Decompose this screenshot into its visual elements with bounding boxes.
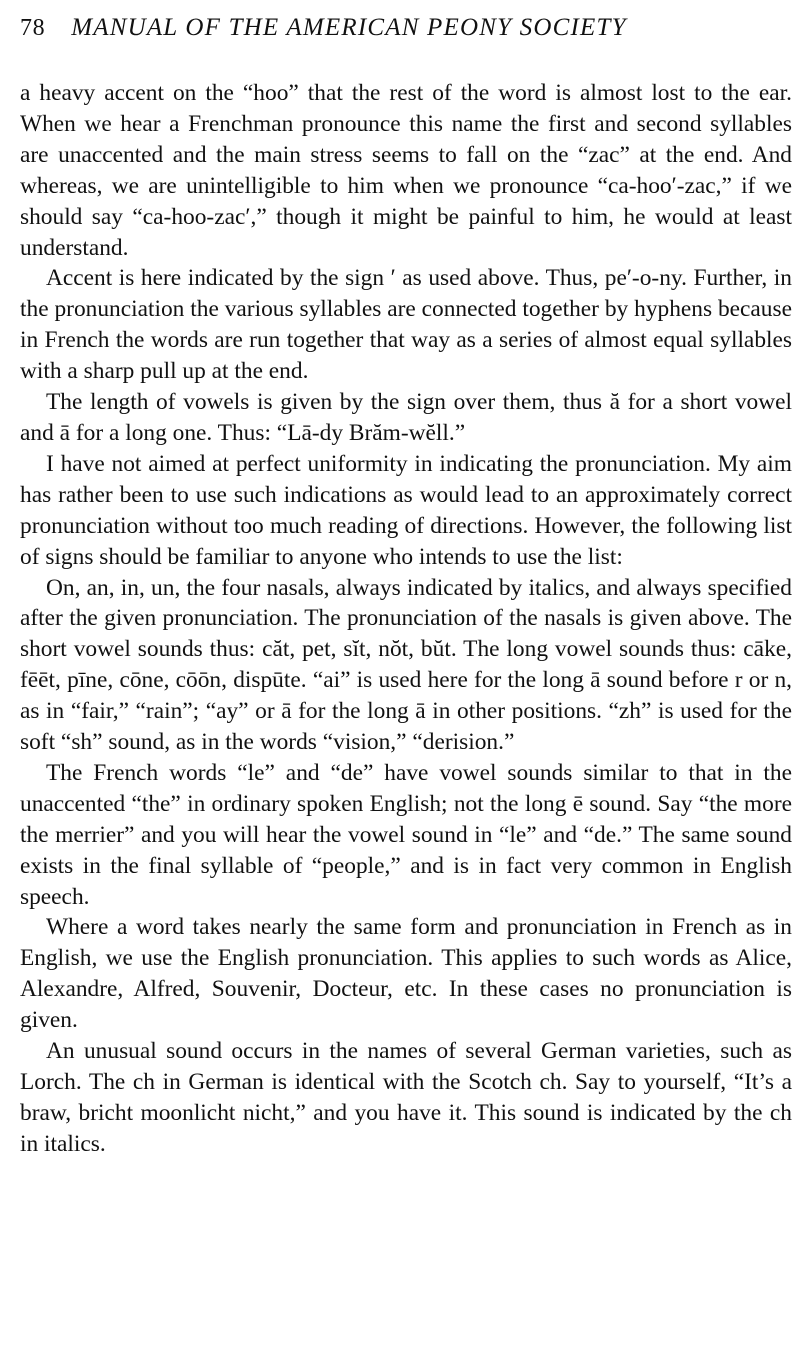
running-header xyxy=(20,6,792,50)
running-title: MANUAL OF THE AMERICAN PEONY SOCIETY xyxy=(71,14,627,41)
paragraph-accent-sign: Accent is here indicated by the sign ′ as used above. Thus, pe′-o-ny. Further, in the pronunciation the various syllables are connected together by hyphens because in French the words are run together that way as a series of almost equal syllables with a sharp pull up at the end. xyxy=(20,265,792,385)
paragraph-le-de: The French words “le” and “de” have vowel sounds similar to that in the unaccented “the” in ordinary spoken English; not the long ē sound. Say “the more the merrier” and you will hear the vowel sound in “le” and “de.” The same sound exists in the final syllable of “people,” and is in fact very common in English speech. xyxy=(20,759,792,910)
paragraph-vowel-length: The length of vowels is given by the sign over them, thus ă for a short vowel and ā for a long one. Thus: “Lā-dy Brăm-wĕll.” xyxy=(20,389,792,446)
paragraph-accent-hoo: a heavy accent on the “hoo” that the rest of the word is almost lost to the ear. When we hear a Frenchman pronounce this name the first and second syllables are unaccented and the main stress seems to fall on the “zac” at the end. And whereas, we are unintelligible to him when we pronounce “ca-hoo′-zac,” if we should say “ca-hoo-zac′,” though it might be painful to him, he would at least understand. xyxy=(20,80,792,261)
book-page xyxy=(20,6,792,1160)
paragraph-german-ch: An unusual sound occurs in the names of several German varieties, such as Lorch. The ch in German is identical with the Scotch ch. Say to yourself, “It’s a braw, bricht moonlicht nicht,” and you have it. This sound is indicated by the ch in italics. xyxy=(20,1038,792,1157)
paragraph-uniformity: I have not aimed at perfect uniformity in indicating the pronunciation. My aim has rather been to use such indications as would lead to an approximately correct pronunciation without too much reading of directions. However, the following list of signs should be familiar to anyone who intends to use the list: xyxy=(20,450,792,570)
paragraph-nasals: On, an, in, un, the four nasals, always indicated by italics, and always specified after the given pronunciation. The pronunciation of the nasals is given above. The short vowel sounds thus: căt, pet, sĭt, nŏt, bŭt. The long vowel sounds thus: cāke, fēēt, pīne, cōne, cōōn, dispūte. “ai” is used here for the long ā sound before r or n, as in “fair,” “rain”; “ay” or ā for the long ā in other positions. “zh” is used for the soft “sh” sound, as in the words “vision,” “derision.” xyxy=(20,574,792,756)
paragraph-english-pronunciation: Where a word takes nearly the same form and pronunciation in French as in English, we use the English pronunciation. This applies to such words as Alice, Alexandre, Alfred, Souvenir, Docteur, etc. In these cases no pronunciation is given. xyxy=(20,914,792,1034)
page-number: 78 xyxy=(20,14,46,41)
body-text xyxy=(20,78,792,1160)
